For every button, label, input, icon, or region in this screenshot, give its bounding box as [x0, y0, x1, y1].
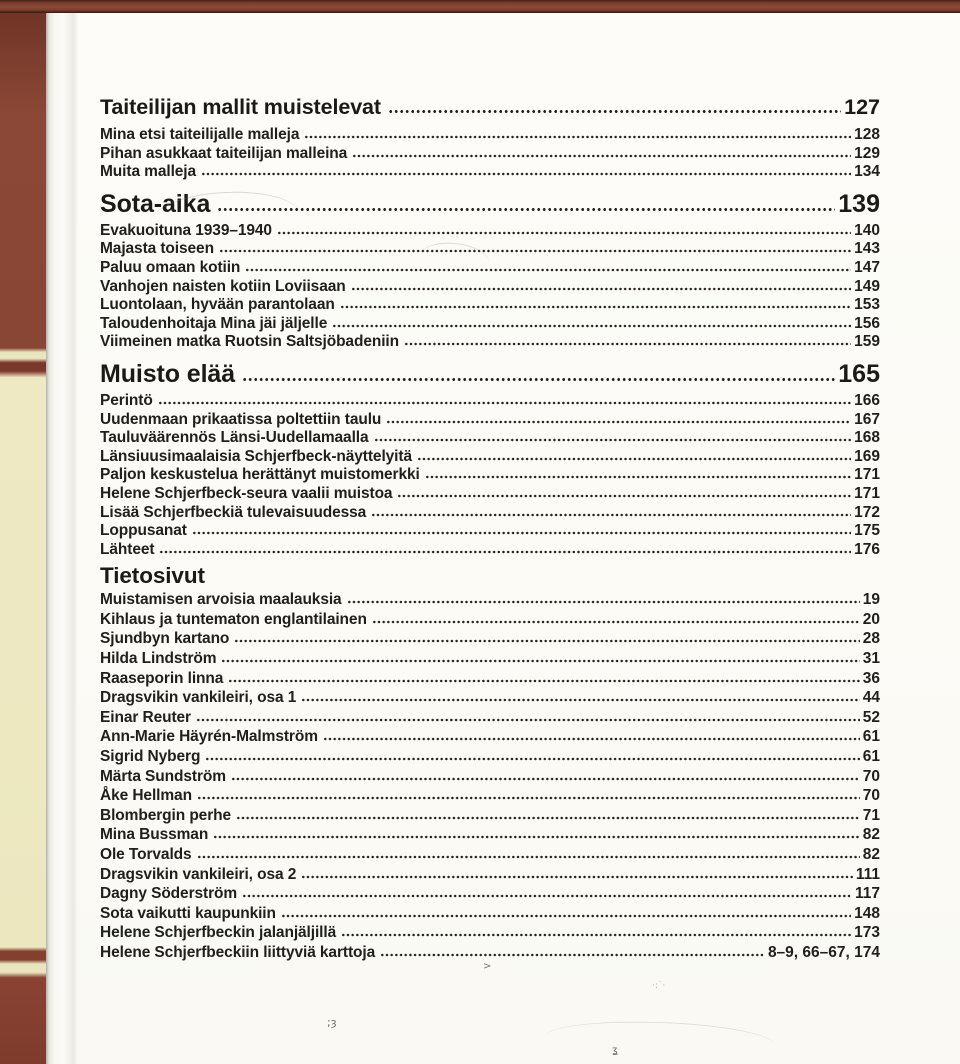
toc-entry-row [100, 787, 880, 807]
toc-section-heading [100, 562, 880, 590]
entry-page-number: 173 [854, 924, 880, 942]
dot-leader [372, 620, 860, 624]
entry-page-number: 8–9, 66–67, 174 [767, 943, 880, 961]
entry-title: Mina Bussman [100, 826, 209, 844]
entry-title: Lähteet [100, 540, 155, 558]
dot-leader [197, 796, 860, 800]
toc-entry-row [100, 611, 880, 631]
toc-entry-row [100, 630, 880, 650]
toc-entry-row [100, 278, 880, 297]
toc-entry-row [100, 448, 880, 467]
dot-leader [332, 324, 851, 328]
dot-leader [245, 268, 851, 272]
section-title: Taiteilijan mallit muistelevat [100, 95, 381, 119]
dot-leader [242, 894, 852, 898]
entry-title: Evakuoituna 1939–1940 [100, 221, 272, 239]
toc-entry-row [100, 924, 880, 944]
toc-entry-row [100, 522, 880, 541]
toc-section [100, 359, 880, 559]
entry-title: Åke Hellman [100, 787, 192, 805]
dot-leader [388, 109, 841, 114]
entry-title: Dragsvikin vankileiri, osa 2 [100, 865, 297, 883]
section-title: Sota-aika [100, 189, 211, 218]
entry-page-number: 171 [854, 484, 880, 502]
entry-title: Länsiuusimaalaisia Schjerfbeck-näyttelyitä [100, 447, 412, 465]
toc-entry-row [100, 905, 880, 925]
dot-leader [397, 494, 851, 498]
dot-leader [192, 531, 851, 535]
toc-entry-row [100, 259, 880, 278]
section-title: Muisto elää [100, 359, 236, 388]
toc-entry-row [100, 826, 880, 846]
entry-page-number: 134 [854, 163, 880, 181]
entry-page-number: 153 [854, 296, 880, 314]
entry-page-number: 166 [854, 391, 880, 409]
dot-leader [213, 835, 860, 839]
toc-entry-row [100, 411, 880, 430]
dot-leader [242, 377, 835, 382]
entry-page-number: 82 [862, 826, 880, 844]
entry-title: Uudenmaan prikaatissa poltettiin taulu [100, 410, 382, 428]
toc-section-heading [100, 189, 880, 219]
toc-entry-row [100, 504, 880, 523]
toc-entry-row [100, 689, 880, 709]
dot-leader [404, 342, 851, 346]
entry-title: Paljon keskustelua herättänyt muistomerkki [100, 466, 420, 484]
entry-title: Tauluväärennös Länsi-Uudellamaalla [100, 429, 369, 447]
entry-title: Perintö [100, 391, 153, 409]
toc-entry-row [100, 944, 880, 964]
toc-entry-row [100, 709, 880, 729]
section-page-number: 165 [838, 359, 880, 388]
entry-page-number: 167 [854, 410, 880, 428]
dot-leader [301, 875, 853, 879]
entry-page-number: 140 [854, 221, 880, 239]
toc-entry-row [100, 145, 880, 164]
entry-page-number: 176 [854, 540, 880, 558]
entry-title: Luontolaan, hyvään parantolaan [100, 296, 335, 314]
toc-section-heading [100, 359, 880, 389]
dot-leader [352, 154, 851, 158]
toc-section [100, 94, 880, 182]
dot-leader [221, 659, 859, 663]
entry-title: Kihlaus ja tuntematon englantilainen [100, 610, 367, 628]
dot-leader [277, 231, 851, 235]
scan-speck: ·:˙· [652, 981, 666, 991]
entry-page-number: 147 [854, 258, 880, 276]
entry-page-number: 129 [854, 144, 880, 162]
dot-leader [380, 953, 765, 957]
entry-title: Blombergin perhe [100, 806, 232, 824]
dot-leader [425, 475, 851, 479]
dot-leader [217, 207, 835, 212]
scan-speck: ʓ [612, 1045, 618, 1056]
entry-page-number: 156 [854, 314, 880, 332]
dot-leader [197, 855, 860, 859]
entry-page-number: 36 [862, 669, 880, 687]
entry-title: Märta Sundström [100, 767, 226, 785]
entry-page-number: 82 [862, 846, 880, 863]
entry-title: Einar Reuter [100, 708, 191, 726]
entry-title: Hilda Lindström [100, 650, 217, 668]
dot-leader [371, 513, 851, 517]
dot-leader [323, 737, 860, 741]
table-of-contents [100, 0, 880, 964]
entry-page-number: 159 [854, 333, 880, 351]
dot-leader [386, 420, 851, 424]
dot-leader [219, 249, 851, 253]
entry-title: Dragsvikin vankileiri, osa 1 [100, 689, 297, 707]
entry-title: Mina etsi taiteilijalle malleja [100, 126, 300, 143]
entry-page-number: 143 [854, 240, 880, 258]
entry-page-number: 61 [862, 748, 880, 766]
entry-title: Ole Torvalds [100, 846, 192, 863]
dot-leader [281, 914, 851, 918]
dot-leader [236, 816, 860, 820]
entry-page-number: 128 [854, 126, 880, 143]
entry-page-number: 111 [855, 865, 880, 883]
dot-leader [234, 639, 859, 643]
entry-title: Sigrid Nyberg [100, 748, 201, 766]
dot-leader [201, 172, 851, 176]
scan-speck: > [483, 961, 492, 972]
toc-entry-row [100, 315, 880, 334]
entry-title: Helene Schjerfbeckiin liittyviä karttoja [100, 943, 376, 961]
entry-title: Ann-Marie Häyrén-Malmström [100, 728, 318, 746]
toc-entry-row [100, 768, 880, 788]
entry-title: Sjundbyn kartano [100, 630, 230, 648]
entry-page-number: 28 [862, 630, 880, 648]
toc-entry-row [100, 866, 880, 886]
entry-page-number: 171 [854, 466, 880, 484]
toc-entry-row [100, 885, 880, 905]
toc-entry-row [100, 650, 880, 670]
entry-page-number: 70 [862, 787, 880, 805]
entry-title: Helene Schjerfbeck-seura vaalii muistoa [100, 484, 393, 502]
entry-title: Paluu omaan kotiin [100, 258, 241, 276]
entry-title: Vanhojen naisten kotiin Loviisaan [100, 277, 346, 295]
entry-page-number: 71 [862, 806, 880, 824]
dot-leader [340, 305, 851, 309]
dot-leader [347, 600, 860, 604]
entry-page-number: 31 [862, 650, 880, 668]
toc-entry-row [100, 591, 880, 611]
toc-entry-row [100, 163, 880, 182]
entry-title: Muistamisen arvoisia maalauksia [100, 591, 342, 609]
scan-speck: ;ȝ [327, 1016, 337, 1029]
dot-leader [158, 401, 851, 405]
entry-title: Lisää Schjerfbeckiä tulevaisuudessa [100, 503, 367, 521]
entry-page-number: 148 [854, 904, 880, 922]
toc-entry-row [100, 728, 880, 748]
section-page-number: 127 [844, 95, 880, 119]
entry-title: Raaseporin linna [100, 669, 224, 687]
toc-entry-row [100, 541, 880, 560]
entry-page-number: 52 [862, 708, 880, 726]
entry-page-number: 20 [862, 610, 880, 628]
toc-entry-row [100, 466, 880, 485]
dot-leader [304, 135, 851, 139]
toc-entry-row [100, 333, 880, 352]
entry-title: Dagny Söderström [100, 885, 238, 903]
toc-entry-row [100, 222, 880, 241]
dot-leader [301, 698, 860, 702]
page-edge-stack [46, 13, 78, 1064]
toc-entry-row [100, 670, 880, 690]
entry-page-number: 175 [854, 522, 880, 540]
dot-leader [205, 757, 859, 761]
toc-section [100, 189, 880, 352]
toc-section [100, 562, 880, 963]
toc-entry-row [100, 240, 880, 259]
entry-page-number: 61 [862, 728, 880, 746]
dot-leader [159, 550, 851, 554]
entry-page-number: 168 [854, 429, 880, 447]
entry-title: Loppusanat [100, 522, 187, 540]
toc-entry-row [100, 846, 880, 866]
toc-section-heading [100, 94, 880, 120]
section-title: Tietosivut [100, 563, 205, 589]
entry-title: Pihan asukkaat taiteilijan malleina [100, 144, 348, 162]
dot-leader [228, 679, 859, 683]
toc-entry-row [100, 429, 880, 448]
dot-leader [231, 777, 860, 781]
dot-leader [196, 718, 860, 722]
toc-entry-row [100, 392, 880, 411]
entry-title: Sota vaikutti kaupunkiin [100, 904, 276, 922]
dot-leader [351, 287, 852, 291]
toc-entry-row [100, 748, 880, 768]
entry-page-number: 44 [862, 689, 880, 707]
entry-title: Helene Schjerfbeckin jalanjäljillä [100, 924, 337, 942]
entry-title: Majasta toiseen [100, 240, 214, 258]
toc-entry-row [100, 485, 880, 504]
dot-leader [341, 933, 851, 937]
entry-page-number: 70 [862, 767, 880, 785]
toc-entry-row [100, 807, 880, 827]
toc-entry-row [100, 126, 880, 145]
entry-page-number: 117 [854, 885, 880, 903]
dot-leader [374, 438, 852, 442]
section-page-number: 139 [838, 189, 880, 218]
entry-title: Muita malleja [100, 163, 197, 181]
entry-page-number: 19 [862, 591, 880, 609]
entry-page-number: 169 [854, 447, 880, 465]
entry-title: Viimeinen matka Ruotsin Saltsjöbadeniin [100, 333, 399, 351]
toc-entry-row [100, 296, 880, 315]
dot-leader [417, 457, 851, 461]
entry-page-number: 172 [854, 503, 880, 521]
entry-page-number: 149 [854, 277, 880, 295]
book-cover-spine [0, 11, 46, 1064]
entry-title: Taloudenhoitaja Mina jäi jäljelle [100, 314, 328, 332]
